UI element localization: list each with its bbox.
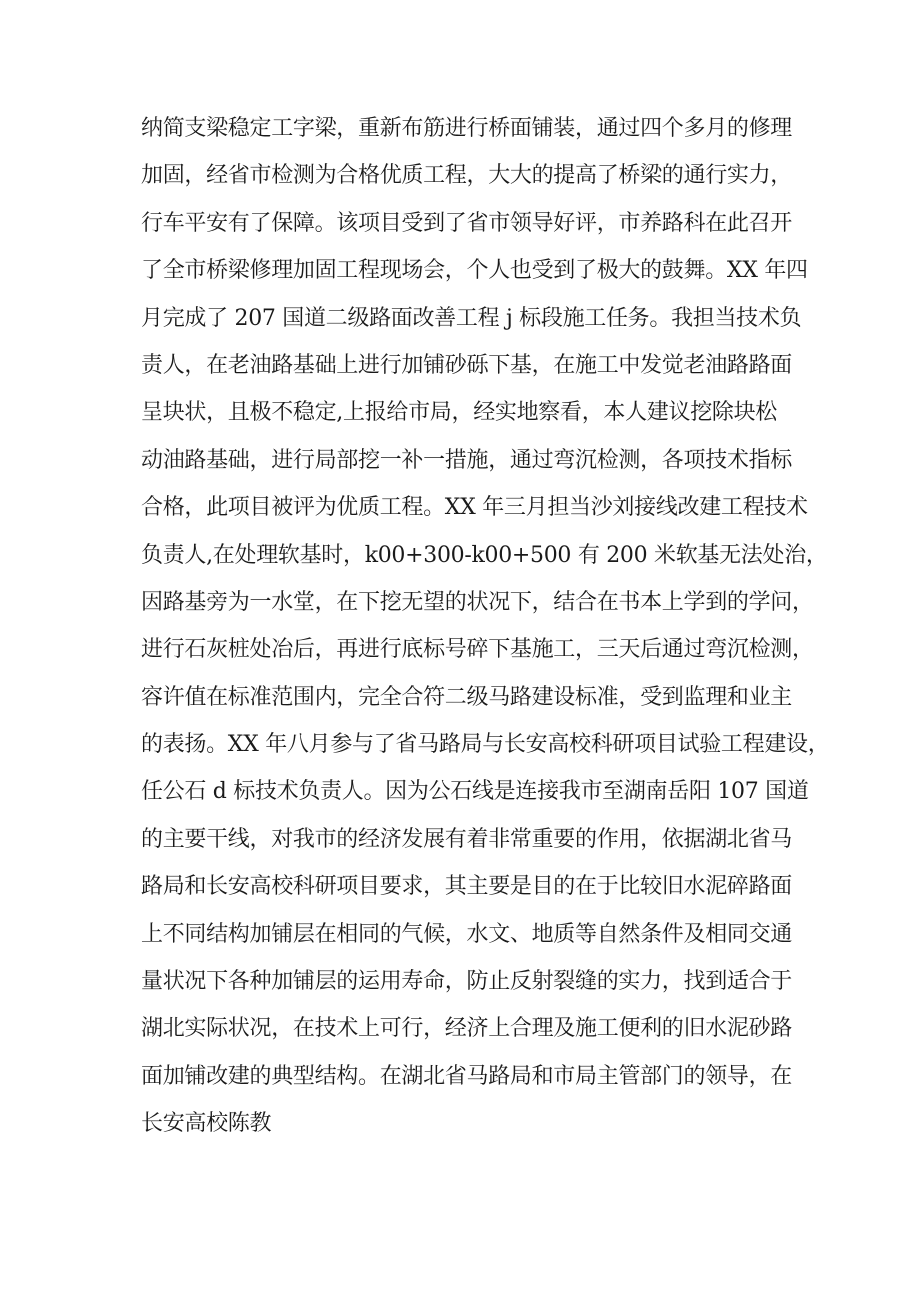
text-line: 加固，经省市检测为合格优质工程，大大的提高了桥梁的通行实力，	[141, 163, 793, 189]
text-line: 的主要干线，对我市的经济发展有着非常重要的作用，依据湖北省马	[141, 826, 793, 852]
text-line: 路局和长安高校科研项目要求，其主要是目的在于比较旧水泥碎路面	[141, 874, 793, 900]
text-line: 湖北实际状况，在技术上可行，经济上合理及施工便利的旧水泥砂路	[141, 1016, 793, 1042]
text-line: 上不同结构加铺层在相同的气候，水文、地质等自然条件及相同交通	[141, 921, 793, 947]
text-line: 行车平安有了保障。该项目受到了省市领导好评，市养路科在此召开	[141, 210, 793, 236]
text-line: 容许值在标准范围内，完全合符二级马路建设标准，受到监理和业主	[141, 684, 793, 710]
text-line: 任公石 d 标技术负责人。因为公石线是连接我市至湖南岳阳 107 国道	[141, 779, 809, 805]
text-line: 动油路基础，进行局部挖一补一措施，通过弯沉检测，各项技术指标	[141, 447, 793, 473]
text-line: 进行石灰桩处冶后，再进行底标号碎下基施工，三天后通过弯沉检测，	[141, 637, 814, 663]
text-line: 的表扬。XX 年八月参与了省马路局与长安高校科研项目试验工程建设，	[141, 732, 830, 758]
text-line: 负责人,在处理软基时，k00+300-k00+500 有 200 米软基无法处治，	[141, 542, 828, 568]
text-line: 呈块状，且极不稳定,上报给市局，经实地察看，本人建议挖除块松	[141, 400, 777, 426]
text-line: 长安高校陈教	[141, 1111, 272, 1137]
text-line: 因路基旁为一水堂，在下挖无望的状况下，结合在书本上学到的学问，	[141, 589, 814, 615]
text-line: 责人，在老油路基础上进行加铺砂砾下基，在施工中发觉老油路路面	[141, 352, 793, 378]
text-line: 合格，此项目被评为优质工程。XX 年三月担当沙刘接线改建工程技术	[141, 495, 808, 521]
text-line: 面加铺改建的典型结构。在湖北省马路局和市局主管部门的领导，在	[141, 1063, 793, 1089]
body-paragraph	[141, 105, 830, 1148]
text-line: 纳简支梁稳定工字梁，重新布筋进行桥面铺装，通过四个多月的修理	[141, 116, 793, 141]
text-line: 月完成了 207 国道二级路面改善工程 j 标段施工任务。我担当技术负	[141, 305, 802, 331]
text-line: 量状况下各种加铺层的运用寿命，防止反射裂缝的实力，找到适合于	[141, 969, 793, 995]
text-line: 了全市桥梁修理加固工程现场会，个人也受到了极大的鼓舞。XX 年四	[141, 258, 808, 284]
